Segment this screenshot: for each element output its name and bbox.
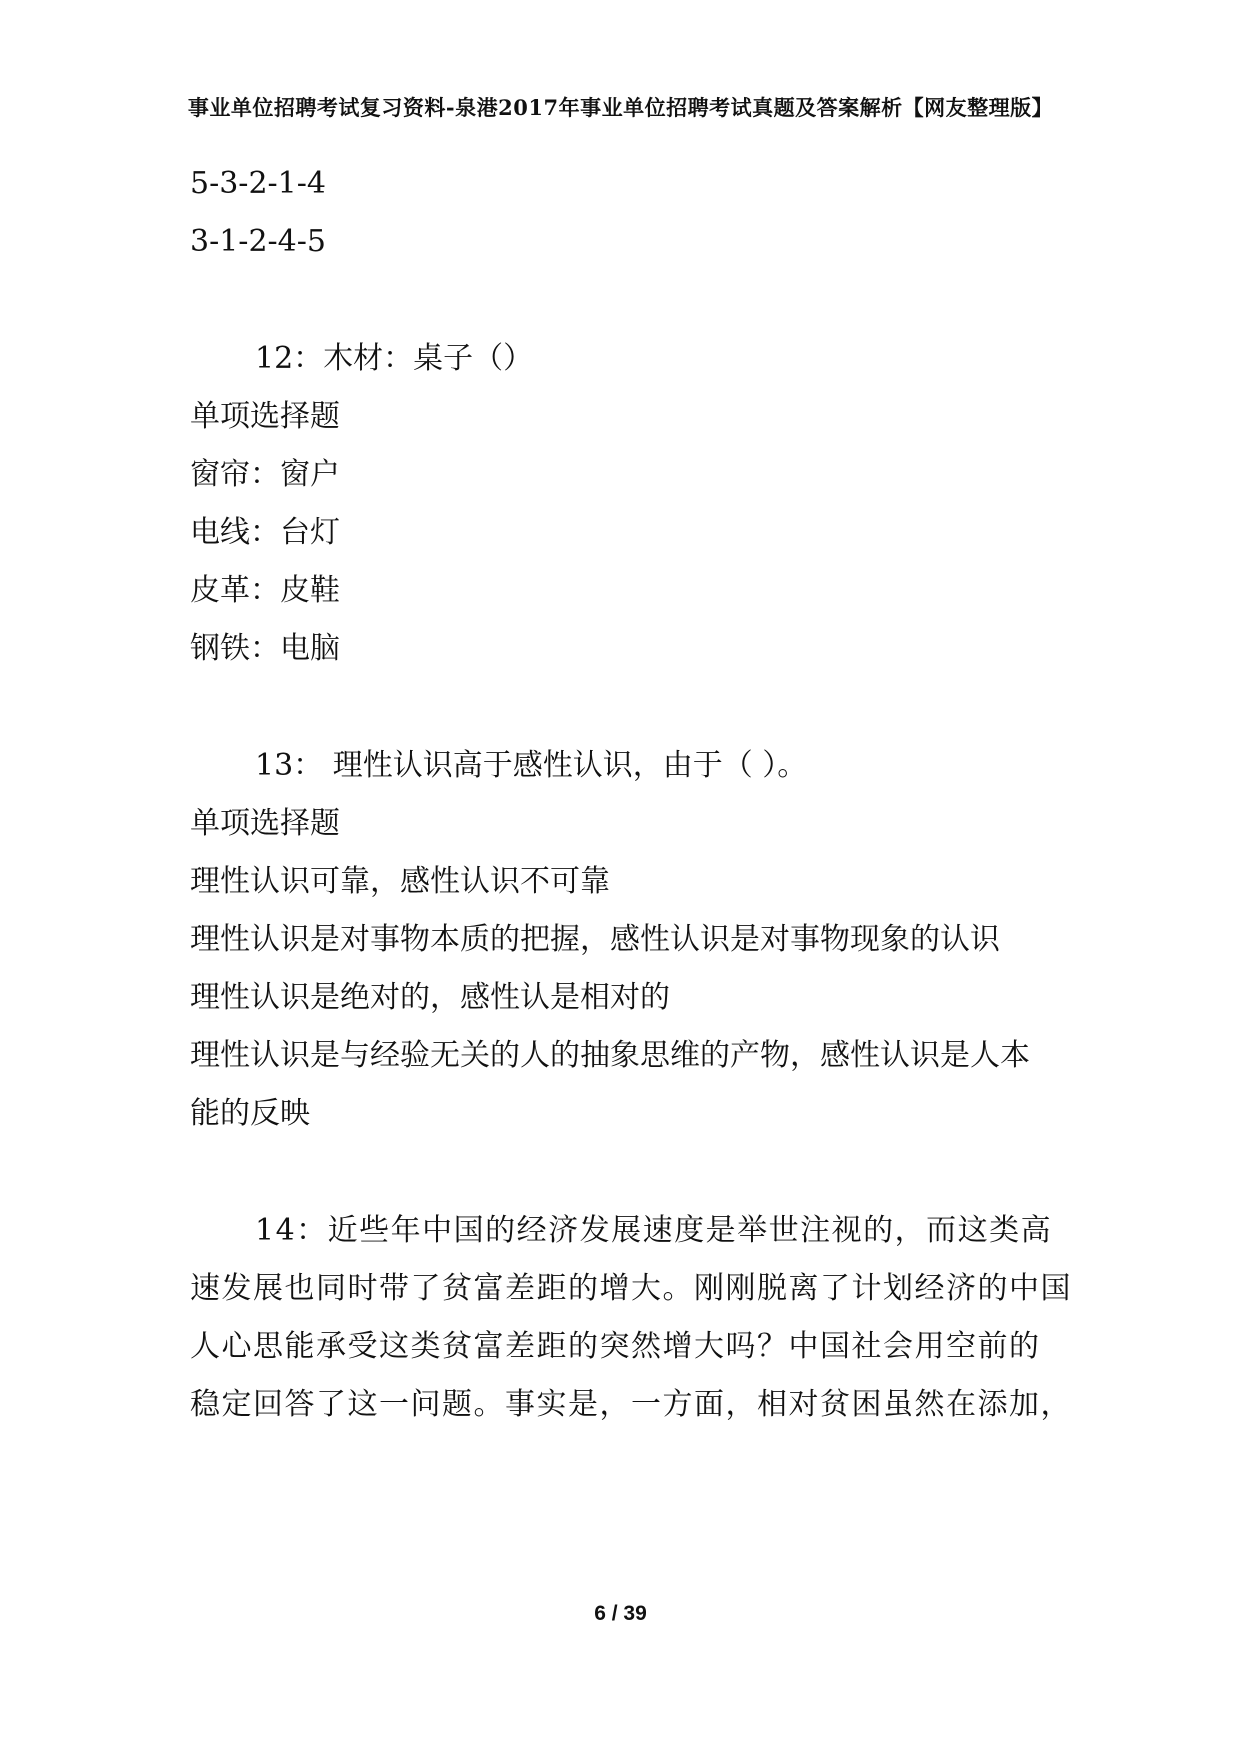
- q13-option-c: 理性认识是绝对的，感性认是相对的: [190, 980, 670, 1015]
- q13-option-d: 理性认识是与经验无关的人的抽象思维的产物，感性认识是人本: [190, 1038, 1030, 1073]
- q12-option-c: 皮革：皮鞋: [190, 573, 340, 608]
- q12-stem: 12：木材：桌子（）: [255, 341, 534, 376]
- q12-type: 单项选择题: [190, 399, 340, 434]
- q13-stem: 13： 理性认识高于感性认识，由于（ ）。: [255, 748, 808, 783]
- page-header: 事业单位招聘考试复习资料-泉港2017年事业单位招聘考试真题及答案解析【网友整理版】: [187, 95, 1054, 120]
- q12-option-b: 电线：台灯: [190, 515, 340, 550]
- q12-option-a: 窗帘：窗户: [190, 457, 340, 492]
- q11-option-2: 3-1-2-4-5: [190, 224, 326, 259]
- q14-paragraph-line-1: 14：近些年中国的经济发展速度是举世注视的，而这类高: [255, 1213, 1053, 1248]
- q12-option-d: 钢铁：电脑: [190, 631, 340, 666]
- q11-option-1: 5-3-2-1-4: [190, 166, 326, 201]
- q13-option-b: 理性认识是对事物本质的把握，感性认识是对事物现象的认识: [190, 922, 1000, 957]
- q14-paragraph-line-4: 稳定回答了这一问题。事实是，一方面，相对贫困虽然在添加，: [190, 1387, 1072, 1422]
- q14-paragraph-line-3: 人心思能承受这类贫富差距的突然增大吗？中国社会用空前的: [190, 1329, 1041, 1364]
- q13-type: 单项选择题: [190, 806, 340, 841]
- q14-paragraph-line-2: 速发展也同时带了贫富差距的增大。刚刚脱离了计划经济的中国: [190, 1271, 1072, 1306]
- q13-option-d-continued: 能的反映: [190, 1096, 310, 1131]
- page-number: 6 / 39: [594, 1602, 647, 1625]
- q13-option-a: 理性认识可靠，感性认识不可靠: [190, 864, 610, 899]
